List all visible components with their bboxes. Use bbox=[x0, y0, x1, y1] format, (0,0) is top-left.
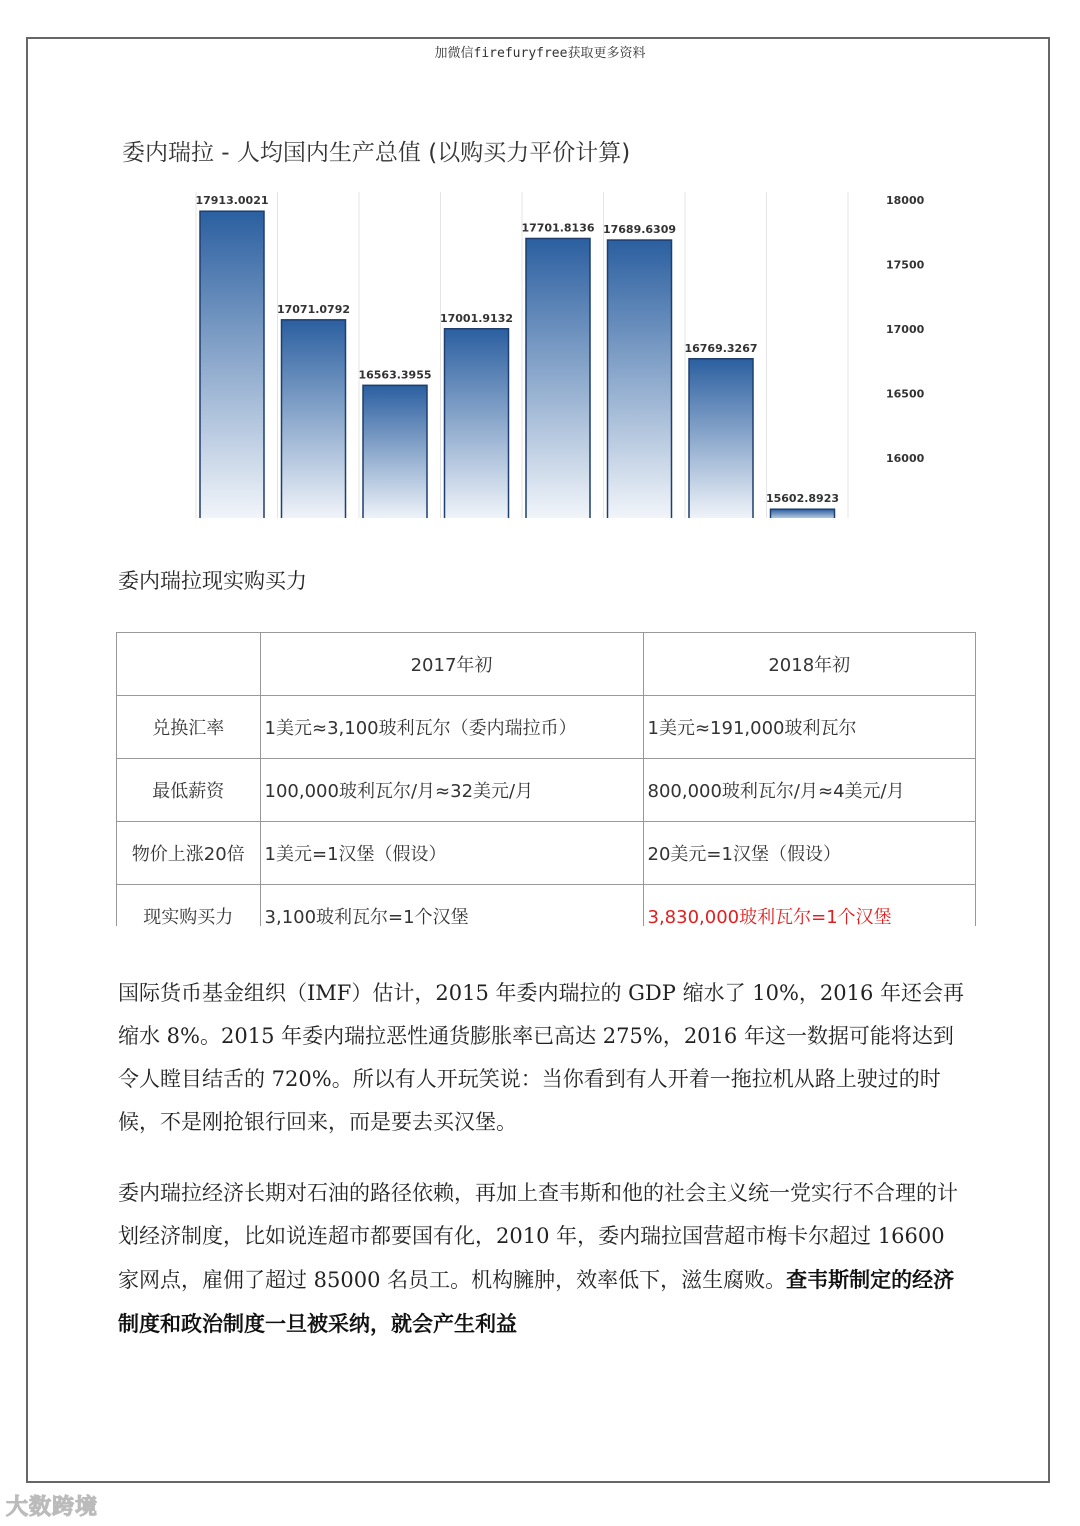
y-tick-label: 16500 bbox=[886, 387, 925, 401]
bar-value-label: 17689.6309 bbox=[602, 223, 677, 237]
header-note: 加微信firefuryfree获取更多资料 bbox=[434, 46, 646, 61]
paragraph-imf: 国际货币基金组织（IMF）估计，2015 年委内瑞拉的 GDP 缩水了 10%，2016 年还会再缩水 8%。2015 年委内瑞拉恶性通货膨胀率已高达 275%，2016 年这一数据可能将达到令人瞠目结舌的 720%。所以有人开玩笑说：当你看到有人开着一拖拉机从路上驶过的时候，不是刚抢银行回来，而是要去买汉堡。 bbox=[118, 981, 965, 1134]
bar bbox=[608, 240, 672, 518]
chart-svg bbox=[116, 122, 976, 518]
table-cell: 3,100玻利瓦尔=1个汉堡 bbox=[260, 885, 643, 927]
bar bbox=[200, 211, 264, 518]
bar bbox=[282, 320, 346, 518]
table-cell: 100,000玻利瓦尔/月≈32美元/月 bbox=[260, 759, 643, 822]
table-row bbox=[117, 696, 976, 759]
table-row bbox=[117, 885, 976, 927]
table-row bbox=[117, 759, 976, 822]
chart-title: 委内瑞拉 - 人均国内生产总值 (以购买力平价计算) bbox=[122, 140, 631, 166]
paragraph-economy-bold: 查韦斯制定的经济制度和政治制度一旦被采纳，就会产生利益 bbox=[118, 1267, 955, 1336]
bar-value-label: 16769.3267 bbox=[684, 341, 758, 355]
bar bbox=[689, 359, 753, 518]
table-row-label: 兑换汇率 bbox=[117, 696, 261, 759]
table-cell: 800,000玻利瓦尔/月≈4美元/月 bbox=[643, 759, 976, 822]
table-cell: 1美元≈191,000玻利瓦尔 bbox=[643, 696, 976, 759]
bar bbox=[771, 509, 835, 518]
bar-value-label: 17001.9132 bbox=[439, 311, 514, 325]
paragraph-economy-text: 委内瑞拉经济长期对石油的路径依赖，再加上查韦斯和他的社会主义统一党实行不合理的计划经济制度，比如说连超市都要国有化，2010 年，委内瑞拉国营超市梅卡尔超过 16600 家网点，雇佣了超过 85000 名员工。机构臃肿，效率低下，滋生腐败。 bbox=[118, 1181, 958, 1292]
bar bbox=[526, 238, 590, 518]
bar-value-label: 17071.0792 bbox=[276, 302, 351, 316]
gdp-ppp-chart bbox=[116, 122, 976, 518]
table-header-cell bbox=[117, 633, 261, 696]
table-cell-highlight: 3,830,000玻利瓦尔=1个汉堡 bbox=[643, 885, 976, 927]
bar bbox=[363, 385, 427, 518]
table-row-label: 现实购买力 bbox=[117, 885, 261, 927]
table-cell: 1美元≈3,100玻利瓦尔（委内瑞拉币） bbox=[260, 696, 643, 759]
footer-logo: 大数跨境 bbox=[6, 1495, 99, 1520]
table-row-label: 物价上涨20倍 bbox=[117, 822, 261, 885]
table-row-label: 最低薪资 bbox=[117, 759, 261, 822]
table-header-cell: 2018年初 bbox=[643, 633, 976, 696]
table-cell: 1美元=1汉堡（假设） bbox=[260, 822, 643, 885]
y-tick-label: 16000 bbox=[886, 452, 925, 465]
section-title: 委内瑞拉现实购买力 bbox=[118, 569, 307, 593]
bar-value-label: 17913.0021 bbox=[195, 194, 269, 208]
bar-value-label: 16563.3955 bbox=[358, 368, 432, 382]
y-tick-label: 17000 bbox=[886, 323, 925, 336]
table-row bbox=[117, 822, 976, 885]
bar-value-label: 17701.8136 bbox=[521, 221, 595, 235]
paragraph-economy bbox=[118, 1172, 968, 1346]
table-header-cell: 2017年初 bbox=[260, 633, 643, 696]
bar bbox=[445, 329, 509, 518]
y-tick-label: 18000 bbox=[886, 194, 925, 207]
table-cell: 20美元=1汉堡（假设） bbox=[643, 822, 976, 885]
purchasing-power-table bbox=[116, 632, 976, 926]
y-tick-label: 17500 bbox=[886, 258, 925, 272]
table-header-row bbox=[117, 633, 976, 696]
bar-value-label: 15602.8923 bbox=[765, 492, 840, 506]
